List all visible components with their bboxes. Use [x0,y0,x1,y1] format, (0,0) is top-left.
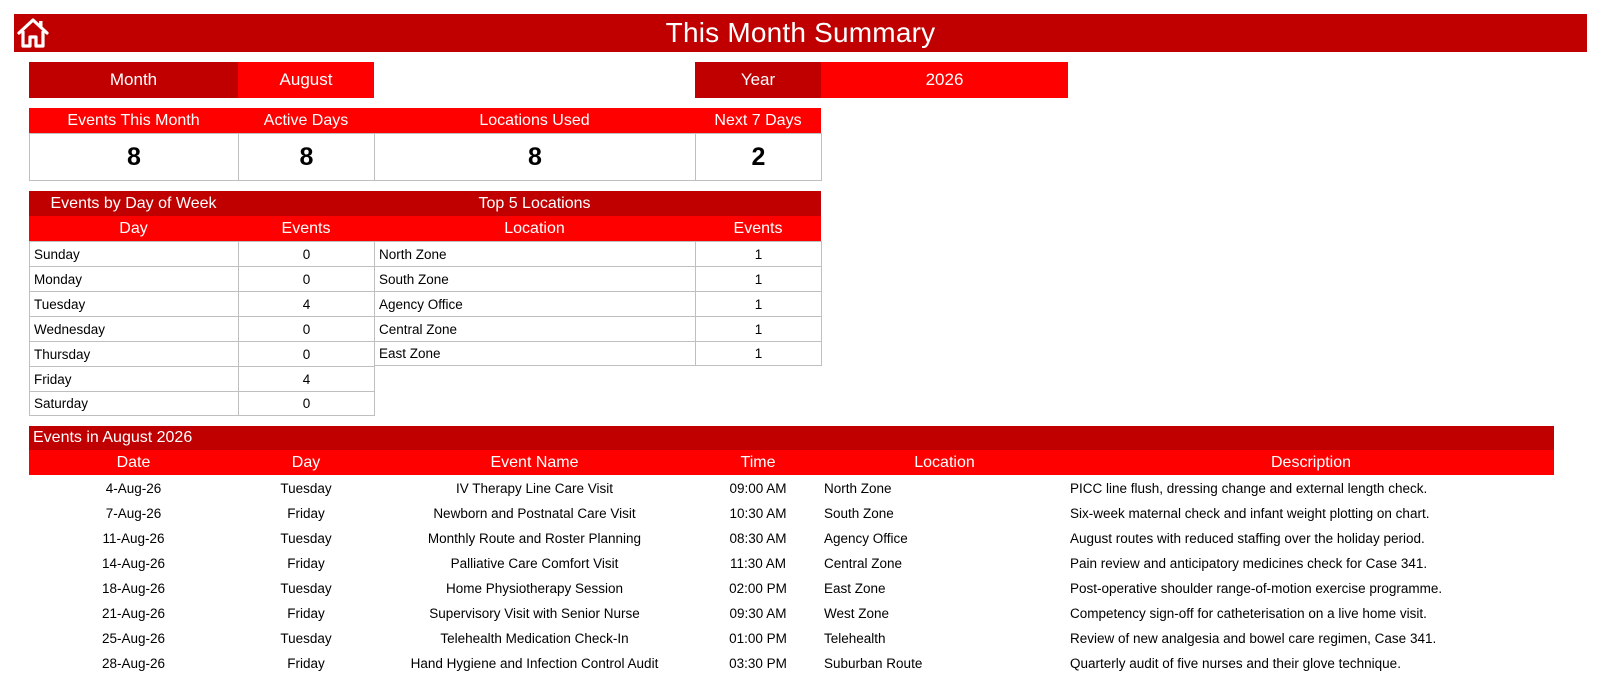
event-day: Tuesday [280,631,332,646]
event-name: Monthly Route and Roster Planning [427,531,642,546]
day-row-label: Tuesday [29,291,239,317]
event-location: South Zone [824,506,894,521]
event-time: 01:00 PM [729,631,787,646]
event-description: Review of new analgesia and bowel care regimen, Case 341. [1070,631,1437,646]
event-time: 08:30 AM [729,531,787,546]
event-time: 09:00 AM [729,481,787,496]
day-row-label: Saturday [29,391,239,416]
event-location: Agency Office [824,531,908,546]
event-date: 28-Aug-26 [101,656,166,671]
event-location: Suburban Route [824,656,923,671]
kpi-value-events-this-month: 8 [29,133,239,181]
event-date: 4-Aug-26 [105,481,162,496]
col-header-location: Location [374,216,695,241]
event-description: Quarterly audit of five nurses and their glove technique. [1070,656,1401,671]
month-label: Month [29,62,238,98]
event-date: 18-Aug-26 [101,581,166,596]
location-row-label: South Zone [374,266,696,292]
kpi-label-active-days: Active Days [238,108,374,133]
events-title: Events in August 2026 [29,426,1554,450]
year-label: Year [695,62,821,98]
event-name: Home Physiotherapy Session [445,581,624,596]
year-select[interactable]: 2026 [821,62,1068,98]
col-header-location: Location [914,453,975,471]
event-location: North Zone [824,481,892,496]
day-row-label: Monday [29,266,239,292]
event-name: Palliative Care Comfort Visit [450,556,619,571]
event-description: Post-operative shoulder range-of-motion exercise programme. [1070,581,1443,596]
kpi-label-next-7-days: Next 7 Days [695,108,821,133]
col-header-location-events: Events [695,216,821,241]
day-row-label: Thursday [29,341,239,367]
event-day: Tuesday [280,531,332,546]
page-title: This Month Summary [665,17,936,48]
event-day: Friday [287,506,325,521]
top-locations-title: Top 5 Locations [374,191,695,216]
day-row-label: Friday [29,366,239,392]
location-row-count: 1 [695,266,822,292]
event-day: Friday [287,606,325,621]
event-date: 11-Aug-26 [102,531,165,546]
event-time: 10:30 AM [729,506,787,521]
event-location: Telehealth [824,631,886,646]
event-day: Friday [287,556,325,571]
event-time: 09:30 AM [729,606,787,621]
location-row-count: 1 [695,291,822,317]
event-time: 02:00 PM [729,581,787,596]
event-description: Competency sign-off for catheterisation on a live home visit. [1070,606,1427,621]
day-row-label: Sunday [29,241,239,267]
home-icon [16,16,50,50]
event-day: Tuesday [280,481,332,496]
event-day: Tuesday [280,581,332,596]
day-row-count: 4 [238,291,375,317]
event-description: PICC line flush, dressing change and external length check. [1070,481,1428,496]
event-location: Central Zone [824,556,903,571]
col-header-day: Day [291,453,321,471]
event-name: Hand Hygiene and Infection Control Audit [410,656,659,671]
day-row-count: 0 [238,241,375,267]
day-row-count: 4 [238,366,375,392]
event-location: West Zone [824,606,890,621]
location-row-label: East Zone [374,341,696,366]
day-row-count: 0 [238,341,375,367]
kpi-value-active-days: 8 [238,133,375,181]
col-header-time: Time [740,453,776,471]
event-description: August routes with reduced staffing over the holiday period. [1070,531,1425,546]
kpi-value-next-7-days: 2 [695,133,822,181]
event-date: 7-Aug-26 [105,506,162,521]
event-name: Telehealth Medication Check-In [440,631,629,646]
event-name: Supervisory Visit with Senior Nurse [429,606,640,621]
location-row-label: Agency Office [374,291,696,317]
events-table-body [29,476,1554,676]
event-day: Friday [287,656,325,671]
event-date: 25-Aug-26 [101,631,166,646]
title-bar [14,14,1587,52]
event-time: 03:30 PM [729,656,787,671]
day-row-count: 0 [238,266,375,292]
by-day-title: Events by Day of Week [29,191,238,216]
section-header-fill [695,191,821,216]
col-header-events: Events [238,216,374,241]
event-date: 14-Aug-26 [101,556,166,571]
col-header-date: Date [116,453,151,471]
home-button[interactable] [16,16,50,50]
location-row-count: 1 [695,341,822,366]
day-row-count: 0 [238,391,375,416]
event-date: 21-Aug-26 [101,606,166,621]
kpi-label-events-this-month: Events This Month [29,108,238,133]
col-header-event-name: Event Name [490,453,579,471]
event-time: 11:30 AM [729,556,787,571]
event-name: IV Therapy Line Care Visit [455,481,614,496]
kpi-value-locations-used: 8 [374,133,696,181]
day-row-count: 0 [238,316,375,342]
event-description: Pain review and anticipatory medicines check for Case 341. [1070,556,1428,571]
col-header-description: Description [1270,453,1352,471]
event-description: Six-week maternal check and infant weight plotting on chart. [1070,506,1430,521]
event-location: East Zone [824,581,886,596]
location-row-label: Central Zone [374,316,696,342]
kpi-label-locations-used: Locations Used [374,108,695,133]
month-select[interactable]: August [238,62,374,98]
section-header-fill [238,191,374,216]
location-row-count: 1 [695,241,822,267]
location-row-count: 1 [695,316,822,342]
col-header-day: Day [29,216,238,241]
day-row-label: Wednesday [29,316,239,342]
location-row-label: North Zone [374,241,696,267]
event-name: Newborn and Postnatal Care Visit [433,506,636,521]
